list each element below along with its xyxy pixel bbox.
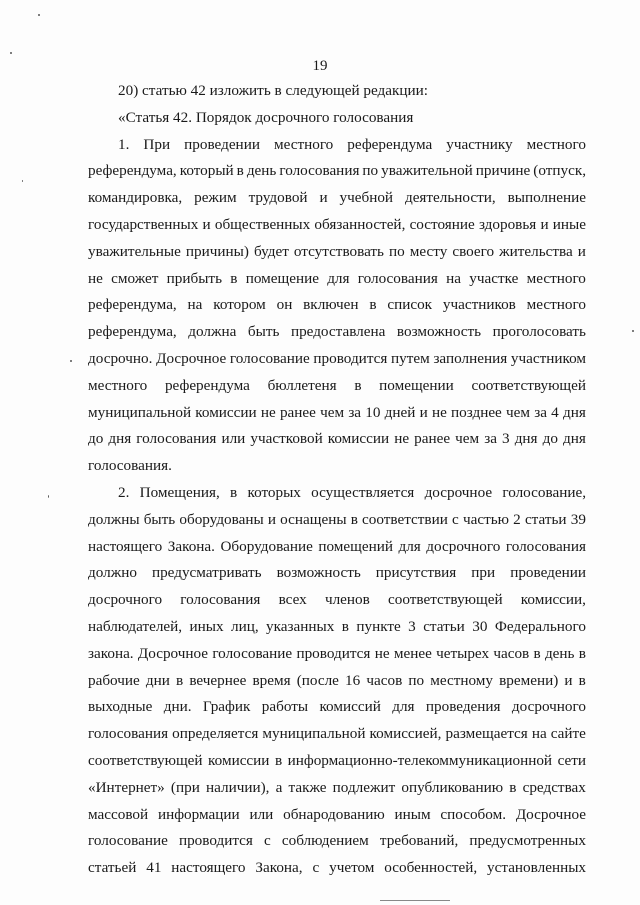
text-word: обнародованию (283, 805, 385, 823)
text-word: Закона. (167, 537, 215, 555)
text-word: государственных (88, 215, 199, 233)
text-word: 3 (408, 617, 416, 635)
text-word: всех (278, 591, 307, 609)
text-word: При (143, 135, 171, 153)
text-word: 30 (472, 617, 488, 635)
text-word: уважительные (88, 242, 181, 260)
text-line (88, 266, 586, 293)
text-word: день (544, 644, 575, 662)
text-word: сайте (550, 725, 586, 743)
text-word: деятельности, (404, 189, 496, 207)
text-word: менее (393, 644, 432, 662)
scan-speck (38, 14, 40, 16)
text-word: должны (88, 510, 140, 528)
text-line (88, 694, 586, 721)
text-word: референдума, (88, 296, 177, 314)
text-word: особенностей, (384, 859, 478, 877)
text-word: общественных (214, 215, 311, 233)
text-word: муниципальной (88, 403, 192, 421)
text-word: не (374, 644, 390, 662)
text-word: помещений (318, 537, 393, 555)
text-word: (отпуск, (533, 162, 586, 180)
text-line (88, 641, 586, 668)
text-line (88, 346, 586, 373)
text-word: на (531, 725, 547, 743)
text-word: досрочного (511, 698, 586, 716)
text-word: режим (194, 189, 237, 207)
text-word: на (187, 296, 203, 314)
text-word: (после (296, 671, 339, 689)
text-line (88, 373, 586, 400)
text-word: соответствующей (471, 376, 586, 394)
text-word: досрочного (88, 591, 163, 609)
text-line (88, 802, 586, 829)
text-word: местному (430, 671, 493, 689)
text-word: Закона, (255, 859, 303, 877)
text-word: соответствующей (88, 751, 203, 769)
text-word: Досрочное (156, 349, 227, 367)
text-word: проводится (313, 349, 388, 367)
text-word: 3 (502, 430, 510, 448)
text-word: средствах (522, 778, 586, 796)
text-word: и (267, 510, 276, 528)
text-word: референдума, (88, 323, 177, 341)
text-word: не (260, 403, 276, 421)
text-word: в (578, 644, 586, 662)
text-line (88, 292, 586, 319)
text-word: заполнения (433, 349, 508, 367)
text-word: 39 (570, 510, 586, 528)
text-word: указанных (266, 617, 335, 635)
text-line (88, 748, 586, 775)
text-word: времени) (499, 671, 559, 689)
text-word: проведении (510, 564, 586, 582)
scan-edge (380, 900, 450, 901)
text-word: с (452, 510, 459, 528)
text-word: соблюдением (281, 832, 369, 850)
text-word: референдума (347, 135, 433, 153)
text-word: для (327, 269, 350, 287)
text-word: день (246, 162, 277, 180)
text-word: досрочного (426, 537, 501, 555)
text-word: в (230, 483, 238, 501)
text-word: Помещения, (139, 483, 220, 501)
text-word: дня (562, 403, 586, 421)
text-word: возможность (396, 323, 482, 341)
text-word: голосования (357, 269, 438, 287)
text-word: статьи (423, 617, 465, 635)
text-word: в (354, 376, 362, 394)
text-word: позднее (451, 403, 502, 421)
scan-speck (10, 52, 12, 54)
text-word: голосование, (502, 483, 586, 501)
text-line (88, 185, 586, 212)
text-word: который (179, 162, 234, 180)
text-word: своего (452, 242, 495, 260)
text-word: иным (394, 805, 431, 823)
text-word: в (350, 510, 358, 528)
text-word: время (252, 671, 291, 689)
text-word: местного (526, 296, 586, 314)
text-word: опубликованию (401, 778, 504, 796)
text-word: в (274, 751, 283, 769)
text-word: по (408, 671, 425, 689)
text-line (88, 614, 586, 641)
text-word: наблюдателей, (88, 617, 183, 635)
text-word: 4 (551, 403, 559, 421)
text-word: включен (303, 296, 359, 314)
text-word: а (275, 778, 283, 796)
text-line (88, 212, 586, 239)
text-word: 2 (513, 510, 521, 528)
text-word: досрочное (424, 483, 493, 501)
text-word: 10 (365, 403, 381, 421)
text-word: лиц, (230, 617, 259, 635)
text-word: жительства (499, 242, 573, 260)
text-word: чем (320, 403, 345, 421)
text-word: вечернее (189, 671, 247, 689)
text-word: помещение (245, 269, 319, 287)
text-word: проведении (184, 135, 260, 153)
text-word: обязанностей, (314, 215, 406, 233)
text-word: учетом (329, 859, 375, 877)
text-word: для (398, 537, 421, 555)
text-word: чем (506, 403, 531, 421)
text-line (88, 828, 586, 855)
text-word: График (202, 698, 251, 716)
text-word: часов (493, 644, 530, 662)
text-line: голосования. (88, 457, 172, 475)
text-word: комиссий (319, 698, 381, 716)
text-word: командировка, (88, 189, 183, 207)
text-word: причине (475, 162, 531, 180)
text-word: участников (442, 296, 516, 314)
text-word: массовой (88, 805, 149, 823)
text-word: бюллетеня (267, 376, 337, 394)
text-word: в (236, 162, 244, 180)
text-word: дня (563, 430, 586, 448)
text-word: путем (391, 349, 430, 367)
text-word: котором (213, 296, 266, 314)
text-word: голосование (88, 832, 168, 850)
text-word: трудовой (248, 189, 308, 207)
text-word: голосование (229, 349, 310, 367)
scan-speck (632, 330, 634, 332)
text-word: и (319, 189, 328, 207)
text-word: по (362, 162, 379, 180)
text-word: 16 (345, 671, 361, 689)
text-word: местного (88, 376, 148, 394)
text-word: которых (247, 483, 301, 501)
text-line (88, 400, 586, 427)
text-word: в (176, 671, 184, 689)
text-word: и (419, 403, 428, 421)
text-word: муниципальной (262, 725, 366, 743)
text-word: статьей (88, 859, 137, 877)
body-text (88, 78, 586, 882)
text-word: за (534, 403, 547, 421)
text-word: быть (247, 323, 280, 341)
text-word: настоящего (171, 859, 246, 877)
text-word: за (348, 403, 362, 421)
text-word: выходные (88, 698, 153, 716)
text-word: в (578, 671, 586, 689)
text-word: иные (552, 215, 586, 233)
text-word: наличии), (206, 778, 270, 796)
text-word: местного (526, 269, 586, 287)
text-word: местного (526, 135, 586, 153)
text-word: оснащены (280, 510, 347, 528)
text-word: не (431, 403, 447, 421)
text-word: ранее (279, 403, 316, 421)
text-word: досрочно. (88, 349, 153, 367)
text-word: ранее (414, 430, 451, 448)
text-word: Досрочное (515, 805, 586, 823)
text-word: 1. (118, 135, 130, 153)
text-word: или (249, 805, 274, 823)
text-word: комиссии, (520, 591, 586, 609)
text-line (88, 158, 586, 185)
scan-speck (48, 495, 49, 498)
text-word: Федерального (494, 617, 586, 635)
text-word: он (276, 296, 293, 314)
text-word: 41 (146, 859, 162, 877)
text-word: здоровья (478, 215, 537, 233)
text-word: список (387, 296, 433, 314)
text-word: сможет (111, 269, 159, 287)
text-word: комиссии (327, 430, 390, 448)
text-word: состояние (409, 215, 475, 233)
text-word: информационно-телекоммуникационной (287, 751, 553, 769)
text-word: (при (170, 778, 200, 796)
text-word: членов (324, 591, 370, 609)
text-word: в (509, 778, 517, 796)
text-word: должна (188, 323, 237, 341)
text-word: часов (366, 671, 403, 689)
text-word: быть (143, 510, 176, 528)
text-word: месту (409, 242, 448, 260)
text-word: и (202, 215, 211, 233)
text-word: осуществляется (311, 483, 415, 501)
text-line (88, 587, 586, 614)
text-word: с (264, 832, 271, 850)
text-word: размещается (445, 725, 528, 743)
text-word: комиссии (195, 403, 257, 421)
text-word: комиссии (208, 751, 270, 769)
text-word: участковой (250, 430, 323, 448)
text-word: рабочие (88, 671, 140, 689)
text-line (88, 319, 586, 346)
text-word: 2. (118, 483, 130, 501)
text-word: Оборудование (220, 537, 313, 555)
text-word: иных (189, 617, 224, 635)
text-word: соответствии (362, 510, 448, 528)
text-word: голосования (136, 430, 217, 448)
text-word: дня (514, 430, 538, 448)
text-word: уважительной (381, 162, 473, 180)
text-line (88, 239, 586, 266)
text-line (88, 668, 586, 695)
text-word: местного (273, 135, 334, 153)
text-word: референдума (164, 376, 250, 394)
text-word: голосования (88, 725, 169, 743)
text-word: должно (88, 564, 137, 582)
text-word: до (88, 430, 104, 448)
text-word: сети (557, 751, 586, 769)
text-line (88, 855, 586, 882)
text-word: проведения (425, 698, 501, 716)
text-word: и (577, 242, 586, 260)
text-line (88, 560, 586, 587)
text-word: голосования (279, 162, 360, 180)
text-word: не (88, 269, 103, 287)
text-word: дней (384, 403, 416, 421)
text-word: способом. (440, 805, 506, 823)
text-word: Досрочное (137, 644, 209, 662)
text-word: отсутствовать (293, 242, 384, 260)
text-word: участнику (446, 135, 513, 153)
text-word: соответствующей (388, 591, 503, 609)
text-word: и (564, 671, 573, 689)
text-word: настоящего (88, 537, 163, 555)
text-word: оборудованы (179, 510, 264, 528)
text-word: выполнение (507, 189, 586, 207)
text-word: также (288, 778, 327, 796)
text-word: дни. (163, 698, 192, 716)
text-word: прибыть (166, 269, 223, 287)
text-word: установленных (487, 859, 586, 877)
text-word: голосования (180, 591, 261, 609)
text-word: в (230, 269, 238, 287)
text-word: четырех (436, 644, 490, 662)
text-word: предусмотренных (469, 832, 586, 850)
text-line (88, 132, 586, 159)
text-word: в (341, 617, 349, 635)
text-word: проводится (178, 832, 253, 850)
text-word: голосование (212, 644, 293, 662)
text-word: в (369, 296, 377, 314)
text-word: предоставлена (290, 323, 386, 341)
text-line (88, 721, 586, 748)
text-line (88, 775, 586, 802)
text-word: информации (157, 805, 240, 823)
text-word: с (312, 859, 320, 877)
text-word: и (540, 215, 549, 233)
text-word: закона. (88, 644, 134, 662)
text-word: возможность (276, 564, 361, 582)
text-word: голосования (505, 537, 586, 555)
text-word: дни (145, 671, 170, 689)
text-word: для (392, 698, 415, 716)
text-word: причины) (185, 242, 249, 260)
text-word: при (471, 564, 496, 582)
text-line (88, 507, 586, 534)
text-word: по (389, 242, 405, 260)
text-word: за (484, 430, 497, 448)
page-number: 19 (312, 58, 328, 74)
text-word: проголосовать (492, 323, 586, 341)
text-word: частью (462, 510, 509, 528)
scan-speck (22, 180, 23, 182)
text-word: определяется (172, 725, 259, 743)
text-word: требований, (379, 832, 459, 850)
text-line (88, 426, 586, 453)
text-line: «Статья 42. Порядок досрочного голосования (118, 108, 414, 126)
text-word: участке (469, 269, 519, 287)
text-word: до (542, 430, 558, 448)
text-word: на (446, 269, 461, 287)
scan-speck (70, 360, 72, 362)
text-word: не (394, 430, 410, 448)
text-word: статьи (524, 510, 567, 528)
text-word: комиссией, (369, 725, 442, 743)
text-word: проводится (296, 644, 371, 662)
text-line (88, 534, 586, 561)
text-word: дня (108, 430, 132, 448)
text-word: или (221, 430, 246, 448)
text-word: чем (455, 430, 480, 448)
text-word: учебной (339, 189, 394, 207)
text-line: 20) статью 42 изложить в следующей редакции: (118, 82, 428, 99)
text-word: будет (253, 242, 289, 260)
text-word: участником (510, 349, 586, 367)
text-word: предусматривать (151, 564, 262, 582)
text-word: «Интернет» (88, 778, 165, 796)
text-word: в (533, 644, 541, 662)
text-line (88, 480, 586, 507)
text-word: помещении (379, 376, 454, 394)
text-word: пункте (356, 617, 401, 635)
text-word: подлежит (332, 778, 396, 796)
text-word: присутствия (375, 564, 457, 582)
text-word: референдума, (88, 162, 177, 180)
text-word: работы (261, 698, 309, 716)
